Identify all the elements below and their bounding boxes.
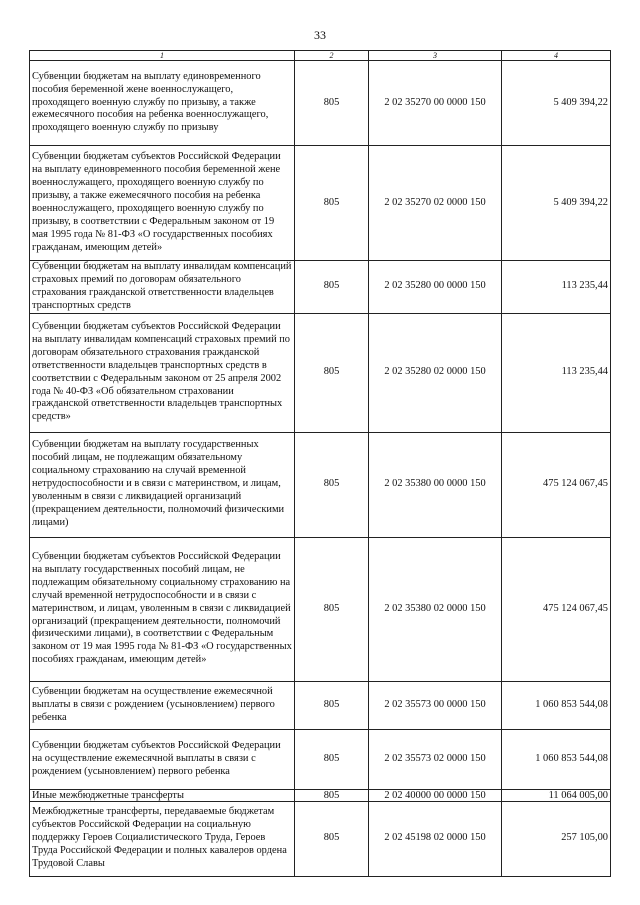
row-name: Субвенции бюджетам субъектов Российской Федерации на выплату государственных пособий лицам, не подлежащим обязательному социальному страхованию на случай временной нетрудоспособности и в связи с материнством, и лицам, уволенным в связи с ликвидацией организаций (прекращением деятельности, полномочий физическими лицами), в соответствии с Федеральным законом от 19 мая 1995 года № 81-ФЗ «О государственных пособиях гражданам, имеющим детей» (30, 537, 295, 681)
row-amount: 11 064 005,00 (502, 789, 611, 801)
budget-table (29, 50, 611, 877)
row-name: Субвенции бюджетам субъектов Российской Федерации на выплату инвалидам компенсаций страховых премий по договорам обязательного страхования гражданской ответственности владельцев транспортных средств в соответствии с Федеральным законом от 25 апреля 2002 года № 40-ФЗ «Об обязательном страховании гражданской ответственности владельцев транспортных средств» (30, 313, 295, 432)
column-header-1: 1 (30, 51, 295, 61)
row-budget-code: 2 02 40000 00 0000 150 (369, 789, 502, 801)
row-admin-code: 805 (295, 61, 369, 146)
row-name: Межбюджетные трансферты, передаваемые бюджетам субъектов Российской Федерации на социальную поддержку Героев Социалистического Труда, Героев Труда Российской Федерации и полных кавалеров ордена Трудовой Славы (30, 801, 295, 876)
column-header-2: 2 (295, 51, 369, 61)
table-row (30, 801, 611, 876)
row-budget-code: 2 02 35270 00 0000 150 (369, 61, 502, 146)
row-admin-code: 805 (295, 432, 369, 537)
table-header-row (30, 51, 611, 61)
column-header-4: 4 (502, 51, 611, 61)
row-name: Субвенции бюджетам на выплату единовременного пособия беременной жене военнослужащего, проходящего военную службу по призыву, а также ежемесячного пособия на ребенка военнослужащего, проходящего военную службу по призыву (30, 61, 295, 146)
row-amount: 5 409 394,22 (502, 146, 611, 261)
table-row (30, 537, 611, 681)
row-admin-code: 805 (295, 313, 369, 432)
row-budget-code: 2 02 45198 02 0000 150 (369, 801, 502, 876)
table-row (30, 432, 611, 537)
row-name: Субвенции бюджетам на осуществление ежемесячной выплаты в связи с рождением (усыновлением) первого ребенка (30, 681, 295, 729)
row-admin-code: 805 (295, 789, 369, 801)
row-amount: 113 235,44 (502, 313, 611, 432)
row-name: Субвенции бюджетам на выплату государственных пособий лицам, не подлежащим обязательному социальному страхованию на случай временной нетрудоспособности и в связи с материнством, и лицам, уволенным в связи с ликвидацией организаций (прекращением деятельности, полномочий физическими лицами) (30, 432, 295, 537)
row-admin-code: 805 (295, 261, 369, 314)
row-admin-code: 805 (295, 537, 369, 681)
row-amount: 1 060 853 544,08 (502, 681, 611, 729)
table-row (30, 789, 611, 801)
row-name: Иные межбюджетные трансферты (30, 789, 295, 801)
row-amount: 475 124 067,45 (502, 432, 611, 537)
row-name: Субвенции бюджетам на выплату инвалидам компенсаций страховых премий по договорам обязательного страхования гражданской ответственности владельцев транспортных средств (30, 261, 295, 314)
row-budget-code: 2 02 35280 02 0000 150 (369, 313, 502, 432)
table-row (30, 681, 611, 729)
table-row (30, 313, 611, 432)
row-amount: 1 060 853 544,08 (502, 729, 611, 789)
row-budget-code: 2 02 35380 02 0000 150 (369, 537, 502, 681)
table-row (30, 729, 611, 789)
row-admin-code: 805 (295, 681, 369, 729)
row-budget-code: 2 02 35380 00 0000 150 (369, 432, 502, 537)
table-row (30, 261, 611, 314)
row-amount: 5 409 394,22 (502, 61, 611, 146)
column-header-3: 3 (369, 51, 502, 61)
row-admin-code: 805 (295, 801, 369, 876)
row-amount: 475 124 067,45 (502, 537, 611, 681)
row-name: Субвенции бюджетам субъектов Российской Федерации на осуществление ежемесячной выплаты в связи с рождением (усыновлением) первого ребенка (30, 729, 295, 789)
page-number: 33 (314, 28, 326, 42)
row-amount: 113 235,44 (502, 261, 611, 314)
row-admin-code: 805 (295, 146, 369, 261)
row-budget-code: 2 02 35280 00 0000 150 (369, 261, 502, 314)
table-row (30, 61, 611, 146)
row-budget-code: 2 02 35270 02 0000 150 (369, 146, 502, 261)
row-amount: 257 105,00 (502, 801, 611, 876)
row-admin-code: 805 (295, 729, 369, 789)
row-name: Субвенции бюджетам субъектов Российской Федерации на выплату единовременного пособия беременной жене военнослужащего, проходящего военную службу по призыву, а также ежемесячного пособия на ребенка военнослужащего, проходящего военную службу по призыву, в соответствии с Федеральным законом от 19 мая 1995 года № 81-ФЗ «О государственных пособиях гражданам, имеющим детей» (30, 146, 295, 261)
row-budget-code: 2 02 35573 02 0000 150 (369, 729, 502, 789)
row-budget-code: 2 02 35573 00 0000 150 (369, 681, 502, 729)
table-row (30, 146, 611, 261)
